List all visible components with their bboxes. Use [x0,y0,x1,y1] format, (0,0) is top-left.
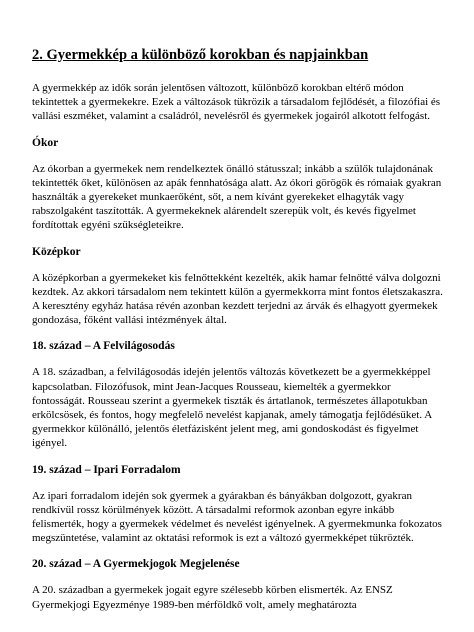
section-paragraph-kozepkor: A középkorban a gyermekeket kis felnőttekként kezelték, akik hamar felnőtté válva dolgozni kezdtek. Az akkori társadalom nem tekintett külön a gyermekkorra mint fontos életszakaszra. A keresztény egyház hatása révén azonban kezdett terjedni az árvák és elhagyott gyermekek gondozása, főként vallási intézmények által. [32,271,443,327]
intro-paragraph: A gyermekkép az idők során jelentősen változott, különböző korokban eltérő módon tekintettek a gyermekekre. Ezek a változások tükrözik a társadalom fejlődését, a filozófiai és vallási eszméket, valamint a családról, nevelésről és gyermekek jogairól alkotott felfogást. [32,82,441,123]
section-paragraph-19-szazad: Az ipari forradalom idején sok gyermek a gyárakban és bányákban dolgozott, gyakran rendkívül rossz körülmények között. A társadalmi reformok azonban egyre inkább felismerték, hogy a gyermekek védelmet és nevelést igényelnek. A gyermekmunka fokozatos megszüntetése, valamint az oktatási reformok is ezt a változó gyermekképet tükrözték. [32,489,442,545]
document-page [32,46,444,624]
section-heading-kozepkor: Középkor [32,245,81,258]
section-heading-20-szazad: 20. század – A Gyermekjogok Megjelenése [32,558,240,571]
section-heading-18-szazad: 18. század – A Felvilágosodás [32,340,175,353]
section-heading-19-szazad: 19. század – Ipari Forradalom [32,463,181,476]
section-heading-okor: Ókor [32,136,59,149]
section-paragraph-okor: Az ókorban a gyermekek nem rendelkeztek önálló státusszal; inkább a szülők tulajdonának tekintették őket, különösen az apák fennhatósága alatt. Az ókori görögök és rómaiak gyakran használták a gyerekeket munkaerőként, sőt, a nem kívánt gyerekeket elhagyták vagy rabszolgaként taszították. A gyermekeknek alárendelt szerepük volt, és kevés figyelmet fordítottak egyéni szükségleteikre. [32,162,442,232]
section-paragraph-20-szazad: A 20. században a gyermekek jogait egyre szélesebb körben elismerték. Az ENSZ Gyermekjogi Egyezménye 1989-ben mérföldkő volt, amely meghatározta [32,584,393,611]
document-title: 2. Gyermekkép a különböző korokban és napjainkban [32,47,369,63]
section-paragraph-18-szazad: A 18. században, a felvilágosodás idején jelentős változás következett be a gyermekképpel kapcsolatban. Filozófusok, mint Jean-Jacques Rousseau, kiemelték a gyermekkor fontosságát. Rousseau szerint a gyermekek tiszták és ártatlanok, természetes állapotukban erkölcsösek, és fontos, hogy megfelelő nevelést kapjanak, amely támogatja fejlődésüket. A gyermekkor különálló, jelentős életfázisként jelent meg, ami gondoskodást és figyelmet igényel. [32,366,432,450]
